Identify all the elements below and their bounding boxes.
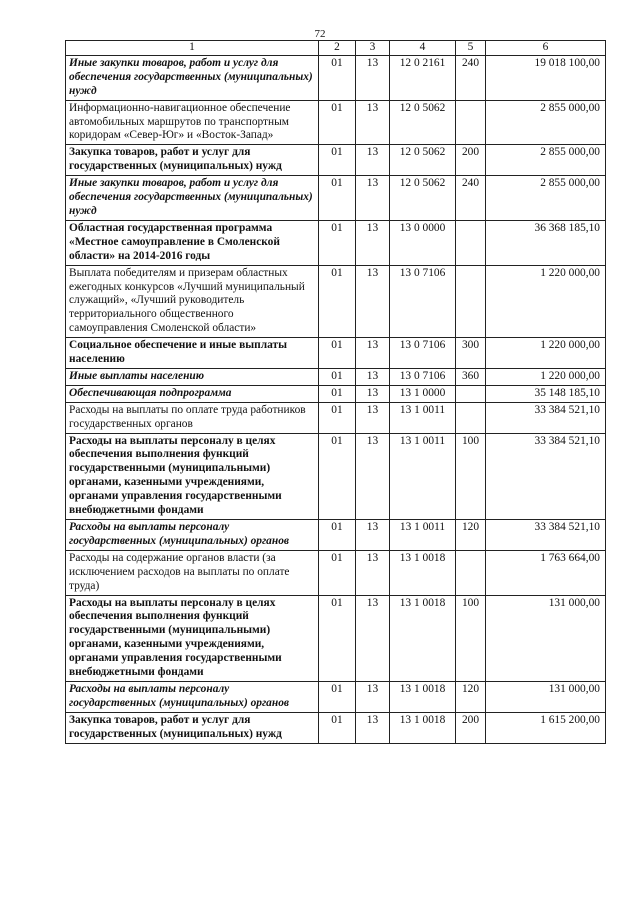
table-row: [66, 55, 606, 100]
target-article-cell: 13 1 0018: [390, 550, 456, 595]
expense-name-cell: Иные закупки товаров, работ и услуг для обеспечения государственных (муниципальных) нужд: [66, 55, 319, 100]
subsection-code-cell: 13: [356, 595, 390, 681]
amount-cell: 2 855 000,00: [486, 145, 606, 176]
column-header-2: 2: [319, 41, 356, 56]
amount-cell: 33 384 521,10: [486, 402, 606, 433]
section-code-cell: 01: [319, 433, 356, 519]
table-row: [66, 338, 606, 369]
target-article-cell: 13 0 0000: [390, 220, 456, 265]
expense-type-cell: [456, 100, 486, 145]
expense-name-cell: Расходы на выплаты персоналу государственных (муниципальных) органов: [66, 520, 319, 551]
expense-name-cell: Обеспечивающая подпрограмма: [66, 385, 319, 402]
amount-cell: 131 000,00: [486, 595, 606, 681]
subsection-code-cell: 13: [356, 55, 390, 100]
expense-type-cell: 240: [456, 55, 486, 100]
section-code-cell: 01: [319, 681, 356, 712]
subsection-code-cell: 13: [356, 433, 390, 519]
subsection-code-cell: 13: [356, 100, 390, 145]
expense-type-cell: 120: [456, 681, 486, 712]
table-row: [66, 595, 606, 681]
budget-table: [65, 40, 606, 744]
target-article-cell: 13 0 7106: [390, 265, 456, 338]
expense-type-cell: [456, 402, 486, 433]
section-code-cell: 01: [319, 712, 356, 743]
section-code-cell: 01: [319, 55, 356, 100]
subsection-code-cell: 13: [356, 520, 390, 551]
section-code-cell: 01: [319, 368, 356, 385]
amount-cell: 1 763 664,00: [486, 550, 606, 595]
expense-name-cell: Областная государственная программа «Местное самоуправление в Смоленской области» на 2014-2016 годы: [66, 220, 319, 265]
amount-cell: 131 000,00: [486, 681, 606, 712]
subsection-code-cell: 13: [356, 402, 390, 433]
table-body: [66, 55, 606, 743]
target-article-cell: 12 0 5062: [390, 145, 456, 176]
target-article-cell: 13 1 0011: [390, 433, 456, 519]
amount-cell: 1 615 200,00: [486, 712, 606, 743]
target-article-cell: 12 0 5062: [390, 100, 456, 145]
amount-cell: 33 384 521,10: [486, 520, 606, 551]
section-code-cell: 01: [319, 520, 356, 551]
column-header-1: 1: [66, 41, 319, 56]
table-row: [66, 220, 606, 265]
header-row: [66, 41, 606, 56]
section-code-cell: 01: [319, 550, 356, 595]
expense-name-cell: Расходы на выплаты персоналу государственных (муниципальных) органов: [66, 681, 319, 712]
amount-cell: 1 220 000,00: [486, 338, 606, 369]
expense-type-cell: 240: [456, 176, 486, 221]
expense-name-cell: Выплата победителям и призерам областных ежегодных конкурсов «Лучший муниципальный служащий», «Лучший руководитель территориального общественного самоуправления Смоленской области»: [66, 265, 319, 338]
subsection-code-cell: 13: [356, 265, 390, 338]
column-header-6: 6: [486, 41, 606, 56]
table-row: [66, 520, 606, 551]
expense-type-cell: 120: [456, 520, 486, 551]
table-row: [66, 145, 606, 176]
section-code-cell: 01: [319, 220, 356, 265]
subsection-code-cell: 13: [356, 712, 390, 743]
subsection-code-cell: 13: [356, 145, 390, 176]
expense-name-cell: Расходы на выплаты персоналу в целях обеспечения выполнения функций государственными (муниципальными) органами, казенными учреждениями, органами управления государственными внебюджетными фондами: [66, 433, 319, 519]
expense-type-cell: [456, 265, 486, 338]
target-article-cell: 13 0 7106: [390, 338, 456, 369]
target-article-cell: 13 1 0018: [390, 595, 456, 681]
subsection-code-cell: 13: [356, 338, 390, 369]
subsection-code-cell: 13: [356, 385, 390, 402]
expense-name-cell: Закупка товаров, работ и услуг для государственных (муниципальных) нужд: [66, 712, 319, 743]
target-article-cell: 13 1 0018: [390, 712, 456, 743]
target-article-cell: 13 1 0018: [390, 681, 456, 712]
expense-type-cell: 300: [456, 338, 486, 369]
expense-type-cell: [456, 220, 486, 265]
target-article-cell: 13 0 7106: [390, 368, 456, 385]
table-row: [66, 550, 606, 595]
expense-type-cell: 200: [456, 145, 486, 176]
expense-name-cell: Расходы на содержание органов власти (за исключением расходов на выплаты по оплате труда): [66, 550, 319, 595]
table-row: [66, 712, 606, 743]
amount-cell: 2 855 000,00: [486, 100, 606, 145]
expense-name-cell: Расходы на выплаты персоналу в целях обеспечения выполнения функций государственными (муниципальными) органами, казенными учреждениями, органами управления государственными внебюджетными фондами: [66, 595, 319, 681]
expense-name-cell: Иные закупки товаров, работ и услуг для обеспечения государственных (муниципальных) нужд: [66, 176, 319, 221]
expense-type-cell: [456, 385, 486, 402]
table-row: [66, 402, 606, 433]
table-row: [66, 368, 606, 385]
subsection-code-cell: 13: [356, 176, 390, 221]
table-row: [66, 100, 606, 145]
section-code-cell: 01: [319, 402, 356, 433]
target-article-cell: 13 1 0011: [390, 520, 456, 551]
expense-type-cell: 360: [456, 368, 486, 385]
expense-name-cell: Информационно-навигационное обеспечение автомобильных маршрутов по транспортным коридорам «Север-Юг» и «Восток-Запад»: [66, 100, 319, 145]
target-article-cell: 13 1 0000: [390, 385, 456, 402]
section-code-cell: 01: [319, 100, 356, 145]
section-code-cell: 01: [319, 265, 356, 338]
target-article-cell: 13 1 0011: [390, 402, 456, 433]
subsection-code-cell: 13: [356, 220, 390, 265]
table-row: [66, 265, 606, 338]
target-article-cell: 12 0 5062: [390, 176, 456, 221]
expense-name-cell: Расходы на выплаты по оплате труда работников государственных органов: [66, 402, 319, 433]
column-header-3: 3: [356, 41, 390, 56]
section-code-cell: 01: [319, 145, 356, 176]
section-code-cell: 01: [319, 385, 356, 402]
section-code-cell: 01: [319, 338, 356, 369]
expense-name-cell: Закупка товаров, работ и услуг для государственных (муниципальных) нужд: [66, 145, 319, 176]
table-row: [66, 681, 606, 712]
section-code-cell: 01: [319, 176, 356, 221]
amount-cell: 36 368 185,10: [486, 220, 606, 265]
target-article-cell: 12 0 2161: [390, 55, 456, 100]
amount-cell: 1 220 000,00: [486, 368, 606, 385]
subsection-code-cell: 13: [356, 368, 390, 385]
page-number: 72: [314, 28, 326, 40]
amount-cell: 35 148 185,10: [486, 385, 606, 402]
expense-type-cell: 100: [456, 433, 486, 519]
amount-cell: 33 384 521,10: [486, 433, 606, 519]
expense-type-cell: 100: [456, 595, 486, 681]
amount-cell: 19 018 100,00: [486, 55, 606, 100]
expense-name-cell: Иные выплаты населению: [66, 368, 319, 385]
table-row: [66, 433, 606, 519]
column-header-5: 5: [456, 41, 486, 56]
amount-cell: 1 220 000,00: [486, 265, 606, 338]
expense-name-cell: Социальное обеспечение и иные выплаты населению: [66, 338, 319, 369]
subsection-code-cell: 13: [356, 681, 390, 712]
column-header-4: 4: [390, 41, 456, 56]
section-code-cell: 01: [319, 595, 356, 681]
expense-type-cell: 200: [456, 712, 486, 743]
expense-type-cell: [456, 550, 486, 595]
table-row: [66, 176, 606, 221]
subsection-code-cell: 13: [356, 550, 390, 595]
table-row: [66, 385, 606, 402]
amount-cell: 2 855 000,00: [486, 176, 606, 221]
